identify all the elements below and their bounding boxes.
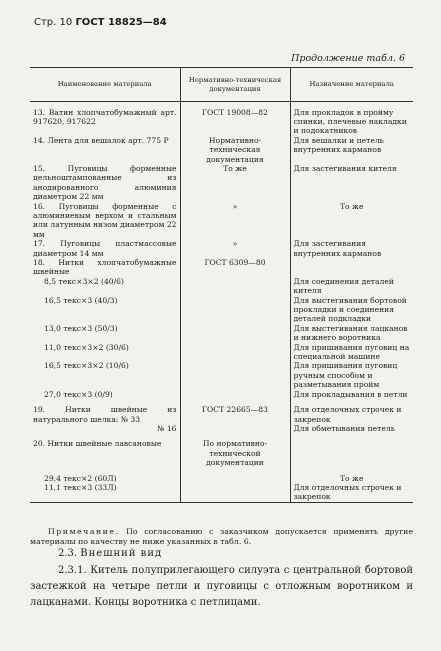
table-row — [30, 424, 413, 433]
cell-documentation — [180, 483, 290, 502]
body-paragraph: 2.3.1. Китель полуприлегающего силуэта с центральной бортовой застежкой на четыре петли и пуговицы с отложным воротником и лацканами. Концы воротника с петлицами. — [30, 565, 413, 608]
cell-material: 14. Лента для вешалок арт. 775 Р — [33, 135, 169, 145]
cell-purpose: То же — [290, 202, 413, 240]
cell-material: 8,5 текс×3×2 (40/6) — [44, 276, 124, 286]
table-row — [30, 405, 413, 424]
table-row — [30, 239, 413, 258]
table-row — [30, 277, 413, 296]
cell-documentation: ГОСТ 22665—83 — [180, 405, 290, 424]
cell-documentation: ГОСТ 6309—80 — [180, 258, 290, 277]
table-row — [30, 483, 413, 502]
cell-material: 11,1 текс×3 (33Л) — [30, 483, 180, 502]
cell-material: 19. Нитки швейные из натурального шелка: № 33 — [33, 405, 177, 424]
cell-documentation — [180, 277, 290, 296]
cell-purpose: Для отделочных строчек и закрепок — [290, 483, 413, 502]
cell-documentation — [180, 324, 290, 343]
cell-purpose: Для обметывания петель — [290, 424, 413, 433]
header-material: Наименование материала — [30, 68, 180, 102]
cell-purpose — [290, 258, 413, 277]
cell-purpose: Для пришивания пуговиц на специальной машине — [290, 343, 413, 362]
table-row — [30, 361, 413, 389]
table-row — [30, 296, 413, 324]
cell-purpose: Для прокладок в пройму спинки, плечевые накладки и подокатников — [290, 108, 413, 136]
cell-documentation: То же — [180, 164, 290, 202]
table-continuation-caption: Продолжение табл. 6 — [291, 53, 405, 64]
header-documentation: Нормативно-техническая документация — [180, 68, 290, 102]
section-heading — [58, 548, 162, 559]
page-header — [34, 17, 167, 28]
cell-material: № 16 — [157, 423, 177, 433]
table-note — [30, 527, 413, 547]
cell-purpose: Для застегивания внутренних карманов — [290, 239, 413, 258]
cell-purpose: Для застегивания кителя — [290, 164, 413, 202]
table-row — [30, 108, 413, 136]
cell-material: 13,0 текс×3 (50/3) — [44, 323, 118, 333]
cell-material: 13. Ватин хлопчатобумажный арт. 917620, 917622 — [33, 107, 177, 126]
cell-documentation: По нормативно-технической документации — [180, 439, 290, 467]
cell-documentation — [180, 361, 290, 389]
note-label: Примечание. — [48, 527, 120, 536]
cell-documentation — [180, 474, 290, 483]
cell-documentation — [180, 424, 290, 433]
table-row — [30, 474, 413, 483]
cell-purpose: Для вешалки и петель внутренних карманов — [290, 136, 413, 164]
table-row — [30, 439, 413, 467]
cell-material: 17. Пуговицы пластмассовые диаметром 14 мм — [33, 239, 177, 258]
cell-documentation — [180, 343, 290, 362]
cell-purpose: Для прокладывания в петли — [290, 390, 413, 399]
cell-documentation: » — [180, 202, 290, 240]
table-row — [30, 136, 413, 164]
cell-material: 11,0 текс×3×2 (30/6) — [44, 342, 129, 352]
header-purpose: Назначение материала — [290, 68, 413, 102]
cell-purpose: Для соединения деталей кителя — [290, 277, 413, 296]
cell-purpose: Для пришивания пуговиц ручным способом и разметывания пройм — [290, 361, 413, 389]
cell-documentation: » — [180, 239, 290, 258]
cell-purpose: Для выстегивания бортовой прокладки и соединения деталей подкладки — [290, 296, 413, 324]
section-number: 2.3. — [58, 548, 78, 559]
cell-material: 27,0 текс×3 (0/9) — [44, 389, 113, 399]
cell-material: 20. Нитки швейные лавсановые — [33, 439, 162, 449]
cell-material: 15. Пуговицы форменные цельноштампованные из анодированного алюминия диаметром 22 мм — [33, 163, 177, 202]
cell-documentation — [180, 390, 290, 399]
table-row — [30, 202, 413, 240]
table-row — [30, 324, 413, 343]
cell-documentation: Нормативно-техническая документация — [180, 136, 290, 164]
note-text: По согласованию с заказчиком допускается применять другие материалы по качеству не ниже указанных в табл. 6. — [30, 527, 413, 546]
table-row — [30, 258, 413, 277]
section-title: Внешний вид — [80, 548, 163, 559]
page-number: Стр. 10 — [34, 17, 73, 28]
cell-purpose: То же — [290, 474, 413, 483]
cell-material: 16,5 текс×3×2 (10/6) — [44, 361, 129, 371]
cell-purpose: Для отделочных строчек и закрепок — [290, 405, 413, 424]
cell-material: 16,5 текс×3 (40/3) — [44, 295, 118, 305]
cell-documentation: ГОСТ 19008—82 — [180, 108, 290, 136]
cell-documentation — [180, 296, 290, 324]
standard-number: ГОСТ 18825—84 — [75, 17, 167, 28]
cell-purpose — [290, 439, 413, 467]
cell-purpose: Для выстегивания лацканов и нижнего воротника — [290, 324, 413, 343]
table-row — [30, 343, 413, 362]
cell-material: 18. Нитки хлопчатобумажные швейные — [33, 258, 177, 277]
table-row — [30, 164, 413, 202]
cell-material: 16. Пуговицы форменные с алюминиевым верхом и стальным или латунным низом диаметром 22 мм — [33, 201, 177, 239]
materials-table — [30, 67, 413, 503]
cell-material: 29,4 текс×2 (60Л) — [44, 473, 117, 483]
table-row — [30, 390, 413, 399]
table-header-row — [30, 68, 413, 102]
